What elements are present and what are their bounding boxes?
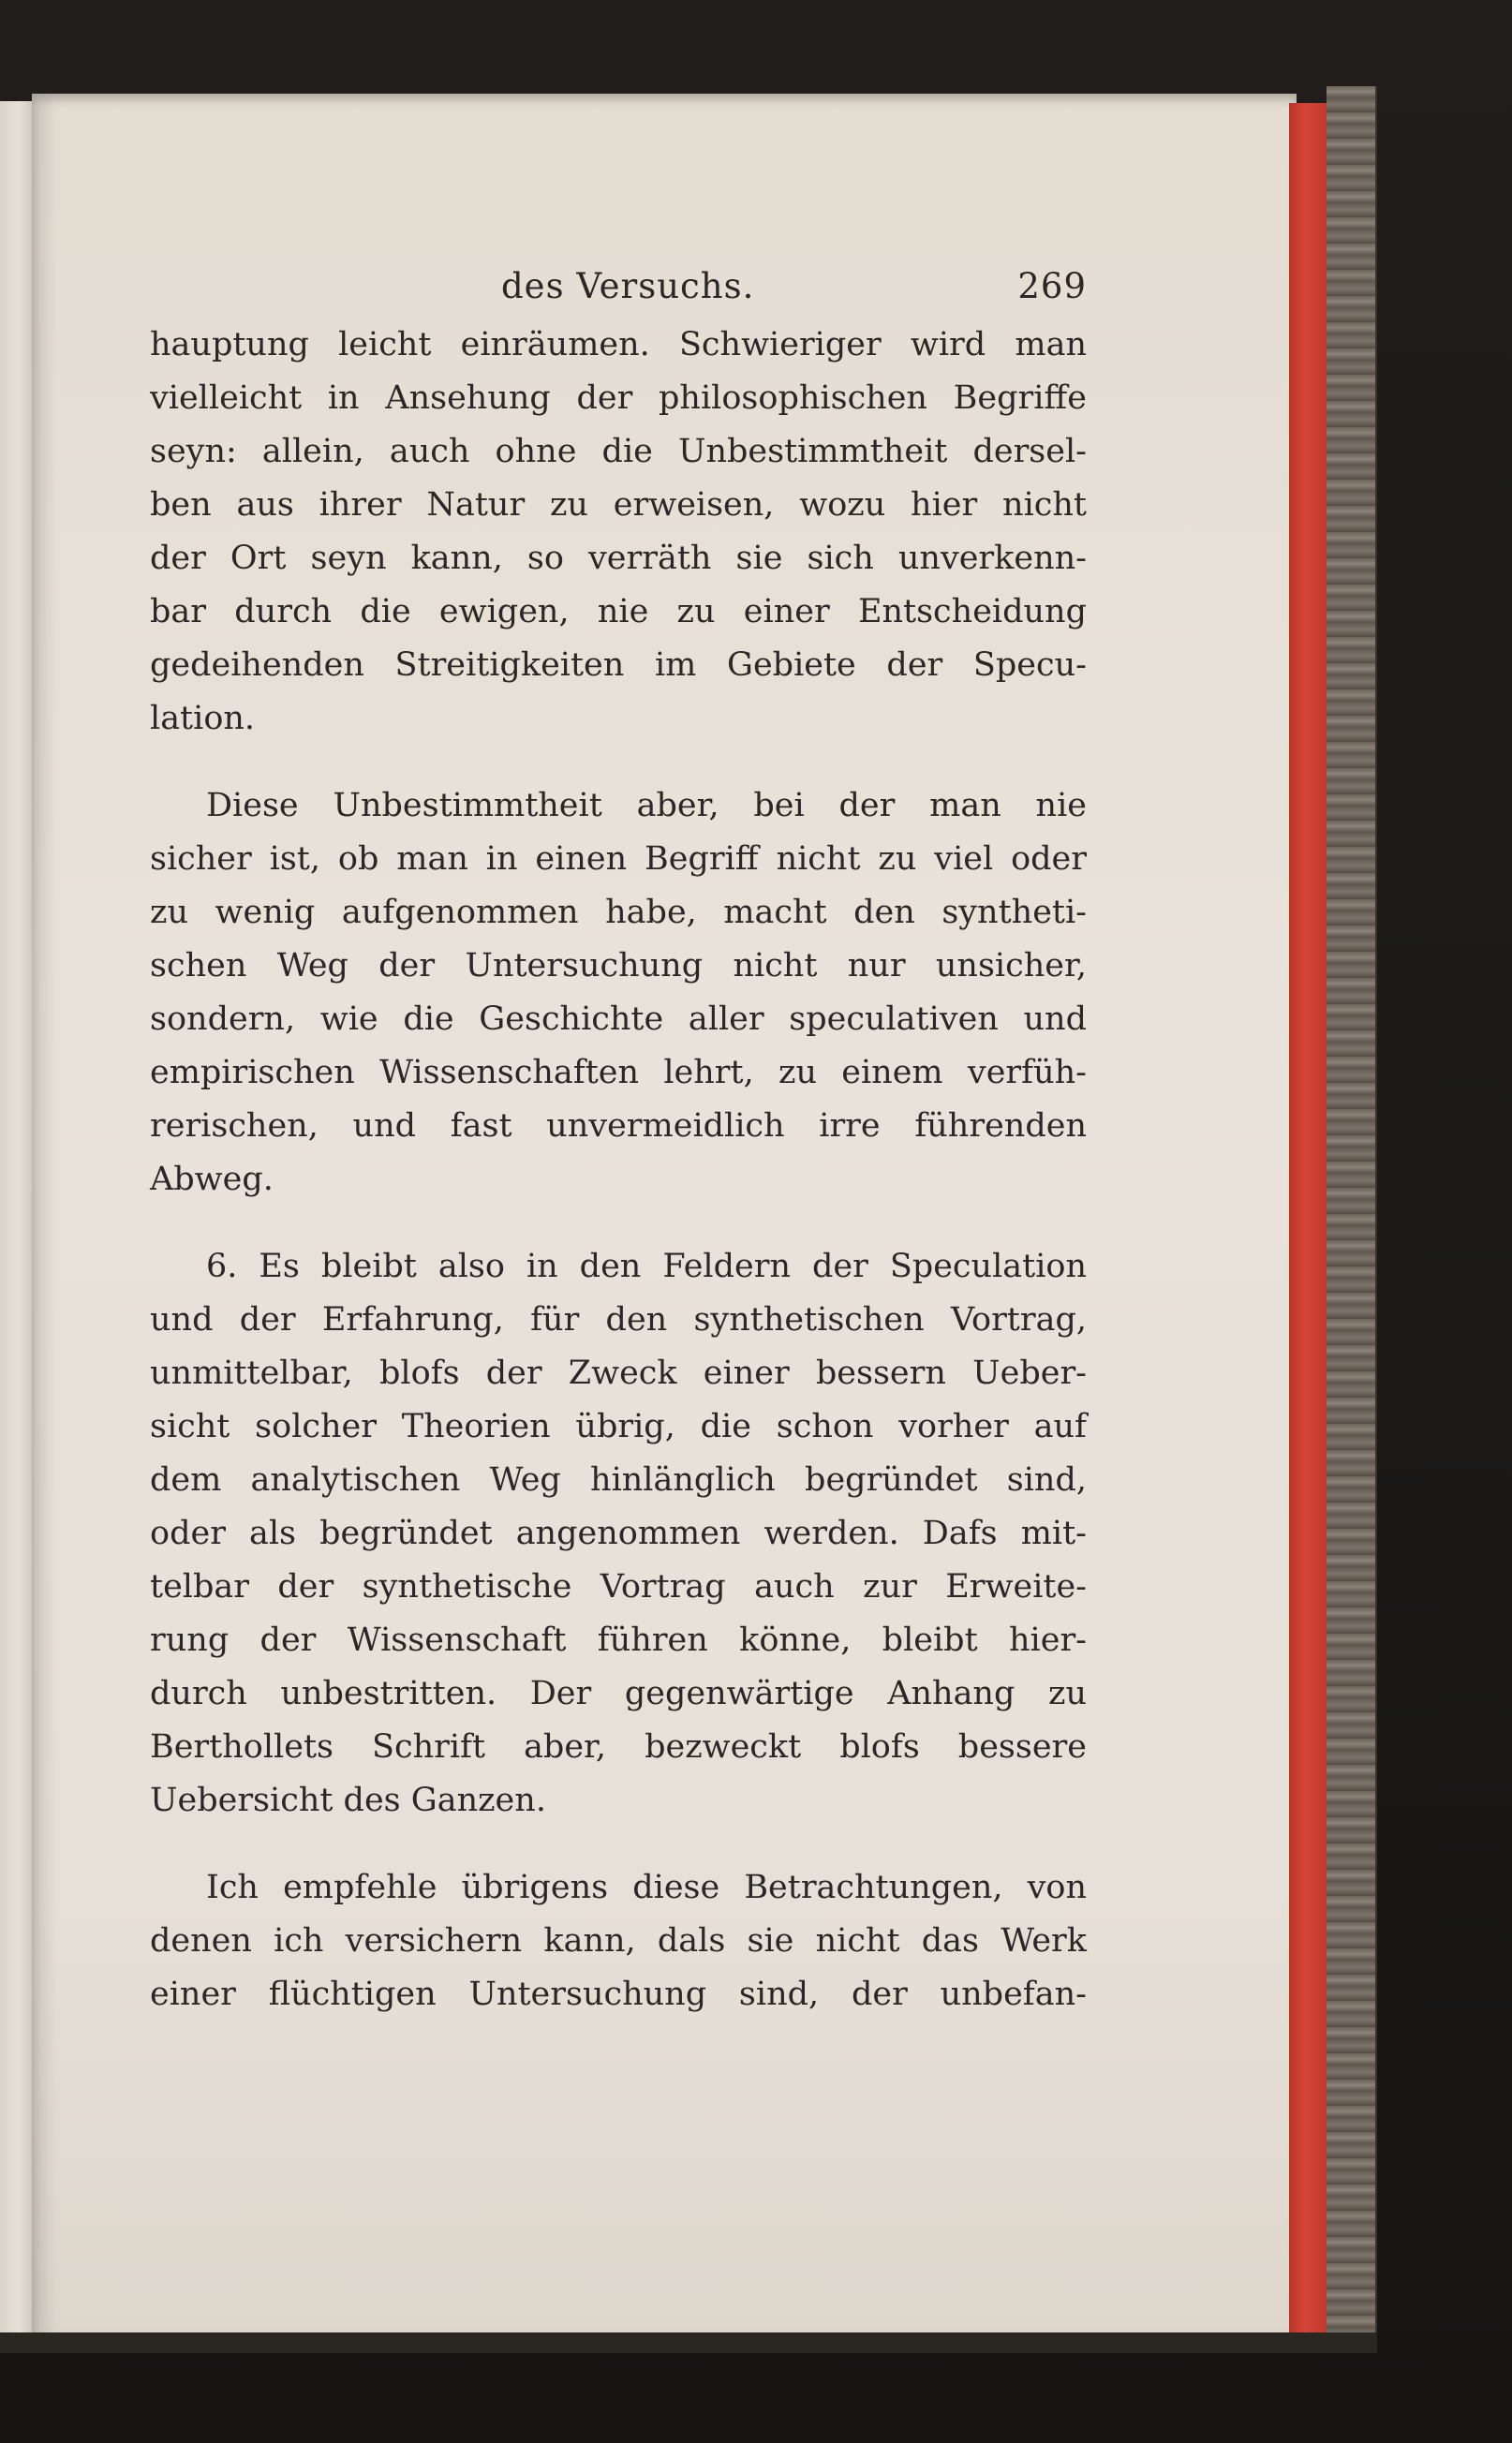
text-line: rung der Wissenschaft führen könne, bleibt hier- bbox=[150, 1621, 1087, 1659]
text-line: 6. Es bleibt also in den Feldern der Speculation bbox=[206, 1248, 1087, 1285]
text-line: sicher ist, ob man in einen Begriff nicht zu viel oder bbox=[150, 840, 1087, 878]
text-line: durch unbestritten. Der gegenwärtige Anhang zu bbox=[150, 1675, 1087, 1712]
text-line: oder als begründet angenommen werden. Dafs mit- bbox=[150, 1515, 1087, 1552]
paragraph-2 bbox=[150, 779, 1087, 1207]
paragraph-4 bbox=[150, 1861, 1087, 2021]
text-line: hauptung leicht einräumen. Schwieriger wird man bbox=[150, 326, 1087, 363]
running-head-title: des Versuchs. bbox=[501, 266, 755, 306]
text-line: einer flüchtigen Untersuchung sind, der unbefan- bbox=[150, 1976, 1087, 2013]
page-text bbox=[150, 253, 1087, 2021]
page-number: 269 bbox=[1017, 266, 1087, 306]
text-line: gedeihenden Streitigkeiten im Gebiete der Specu- bbox=[150, 646, 1087, 684]
text-line: schen Weg der Untersuchung nicht nur unsicher, bbox=[150, 947, 1087, 985]
facing-page-edge bbox=[0, 101, 32, 2338]
paragraph-1 bbox=[150, 318, 1087, 746]
red-page-edges bbox=[1289, 103, 1327, 2332]
text-line: telbar der synthetische Vortrag auch zur Erweite- bbox=[150, 1568, 1087, 1606]
text-line: Abweg. bbox=[150, 1161, 274, 1198]
text-line: zu wenig aufgenommen habe, macht den syntheti- bbox=[150, 894, 1087, 931]
text-line: Uebersicht des Ganzen. bbox=[150, 1782, 546, 1819]
text-line: dem analytischen Weg hinlänglich begründet sind, bbox=[150, 1461, 1087, 1499]
page-bottom-shadow bbox=[0, 2332, 1377, 2353]
text-line: ben aus ihrer Natur zu erweisen, wozu hier nicht bbox=[150, 486, 1087, 524]
text-line: Berthollets Schrift aber, bezweckt blofs bessere bbox=[150, 1728, 1087, 1766]
text-line: unmittelbar, blofs der Zweck einer bessern Ueber- bbox=[150, 1355, 1087, 1392]
text-line: vielleicht in Ansehung der philosophischen Begriffe bbox=[150, 379, 1087, 417]
text-line: bar durch die ewigen, nie zu einer Entscheidung bbox=[150, 593, 1087, 630]
text-line: Diese Unbestimmtheit aber, bei der man nie bbox=[206, 787, 1087, 824]
text-line: rerischen, und fast unvermeidlich irre führenden bbox=[150, 1107, 1087, 1145]
text-line: und der Erfahrung, für den synthetischen Vortrag, bbox=[150, 1301, 1087, 1339]
book-cover-spine bbox=[1327, 86, 1377, 2353]
text-line: sondern, wie die Geschichte aller speculativen und bbox=[150, 1000, 1087, 1038]
paragraph-3 bbox=[150, 1240, 1087, 1828]
text-line: sicht solcher Theorien übrig, die schon vorher auf bbox=[150, 1408, 1087, 1445]
text-line: seyn: allein, auch ohne die Unbestimmtheit dersel- bbox=[150, 433, 1087, 470]
text-line: der Ort seyn kann, so verräth sie sich unverkenn- bbox=[150, 540, 1087, 577]
text-line: Ich empfehle übrigens diese Betrachtungen, von bbox=[206, 1869, 1087, 1906]
text-line: denen ich versichern kann, dals sie nicht das Werk bbox=[150, 1922, 1087, 1960]
text-line: empirischen Wissenschaften lehrt, zu einem verfüh- bbox=[150, 1054, 1087, 1091]
text-line: lation. bbox=[150, 700, 256, 737]
running-head bbox=[150, 253, 1087, 318]
